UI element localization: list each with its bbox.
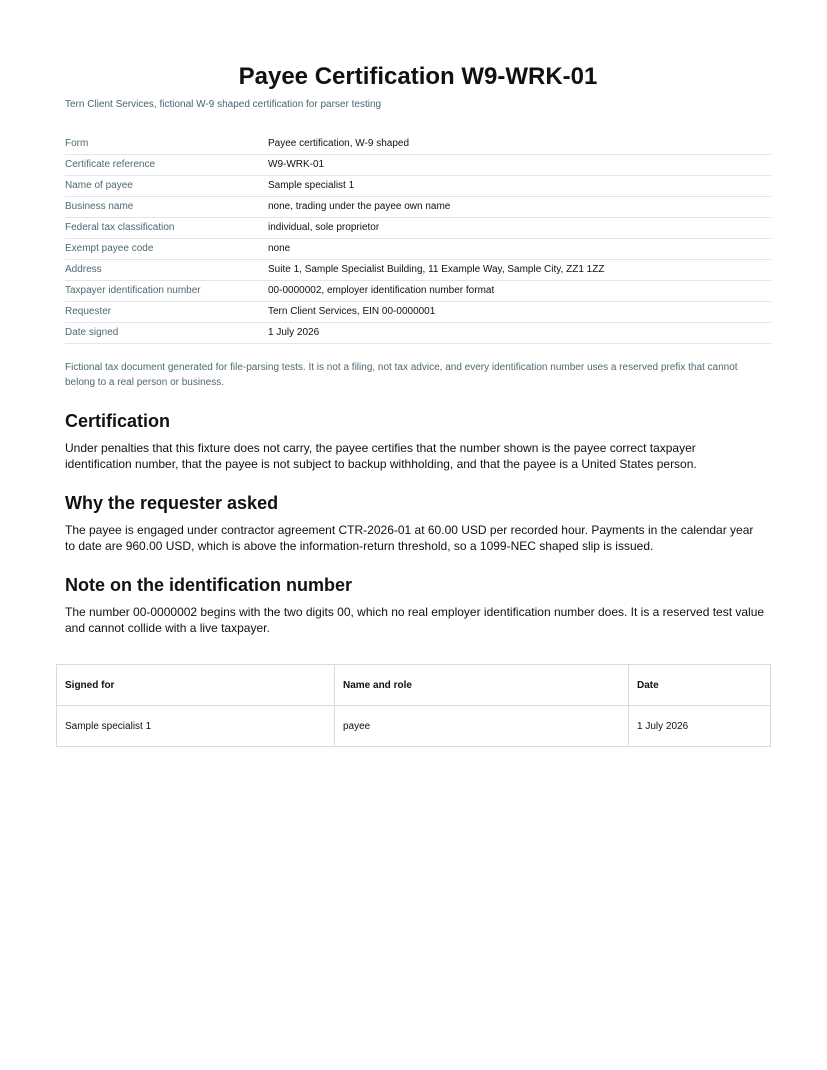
- field-label: Exempt payee code: [65, 239, 268, 260]
- name-and-role-cell: payee: [335, 706, 629, 747]
- section-body-id-note: The number 00-0000002 begins with the two digits 00, which no real employer identification number does. It is a reserved test value and cannot collide with a live taxpayer.: [65, 605, 765, 635]
- field-row-requester: [65, 302, 771, 323]
- field-value: Tern Client Services, EIN 00-0000001: [268, 302, 771, 323]
- section-body-certification: Under penalties that this fixture does not carry, the payee certifies that the number shown is the payee correct taxpayer identification number, that the payee is not subject to backup withholding, and that the payee is a United States person.: [65, 441, 697, 471]
- section-heading-id-note: Note on the identification number: [65, 575, 352, 595]
- field-row-name-of-payee: [65, 176, 771, 197]
- field-row-date-signed: [65, 323, 771, 344]
- field-label: Address: [65, 260, 268, 281]
- column-header-name-and-role: Name and role: [335, 665, 629, 706]
- field-label: Form: [65, 134, 268, 155]
- field-value: Suite 1, Sample Specialist Building, 11 Example Way, Sample City, ZZ1 1ZZ: [268, 260, 771, 281]
- certificate-fields-table: [65, 134, 771, 344]
- field-value: individual, sole proprietor: [268, 218, 771, 239]
- field-label: Federal tax classification: [65, 218, 268, 239]
- field-label: Date signed: [65, 323, 268, 344]
- field-value: none: [268, 239, 771, 260]
- disclaimer-note: Fictional tax document generated for file-parsing tests. It is not a filing, not tax advice, and every identification number uses a reserved prefix that cannot belong to a real person or business.: [65, 362, 738, 388]
- field-value: Payee certification, W-9 shaped: [268, 134, 771, 155]
- field-value: 00-0000002, employer identification number format: [268, 281, 771, 302]
- date-cell: 1 July 2026: [629, 706, 771, 747]
- signed-for-cell: Sample specialist 1: [57, 706, 335, 747]
- table-row: [57, 706, 771, 747]
- field-row-certificate-reference: [65, 155, 771, 176]
- field-label: Business name: [65, 197, 268, 218]
- column-header-signed-for: Signed for: [57, 665, 335, 706]
- section-heading-why-requested: Why the requester asked: [65, 493, 279, 513]
- field-row-taxpayer-id: [65, 281, 771, 302]
- signature-header-row: [57, 665, 771, 706]
- field-row-exempt-payee-code: [65, 239, 771, 260]
- page-subtitle: Tern Client Services, fictional W-9 shaped certification for parser testing: [65, 99, 382, 110]
- field-row-form: [65, 134, 771, 155]
- page-title: Payee Certification W9-WRK-01: [238, 63, 598, 90]
- field-value: Sample specialist 1: [268, 176, 771, 197]
- field-label: Requester: [65, 302, 268, 323]
- field-value: none, trading under the payee own name: [268, 197, 771, 218]
- field-label: Taxpayer identification number: [65, 281, 268, 302]
- column-header-date: Date: [629, 665, 771, 706]
- field-label: Name of payee: [65, 176, 268, 197]
- field-row-tax-classification: [65, 218, 771, 239]
- field-value: 1 July 2026: [268, 323, 771, 344]
- signature-table: [56, 664, 771, 747]
- field-label: Certificate reference: [65, 155, 268, 176]
- field-row-business-name: [65, 197, 771, 218]
- section-heading-certification: Certification: [65, 411, 171, 431]
- field-value: W9-WRK-01: [268, 155, 771, 176]
- field-row-address: [65, 260, 771, 281]
- section-body-why-requested: The payee is engaged under contractor agreement CTR-2026-01 at 60.00 USD per recorded hour. Payments in the calendar year to date are 960.00 USD, which is above the information-return threshold, so a 1099-NEC shaped slip is issued.: [65, 523, 754, 553]
